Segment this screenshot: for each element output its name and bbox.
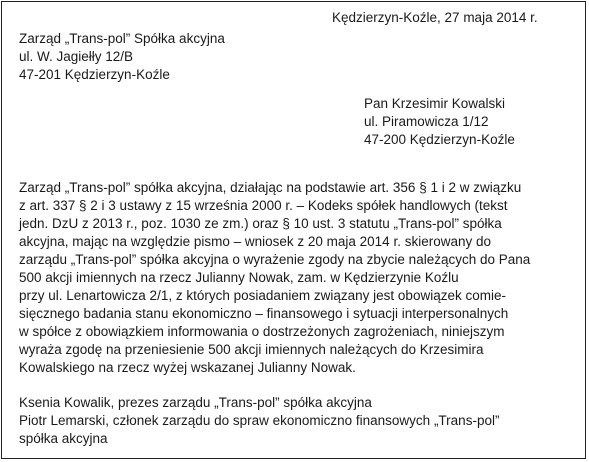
sender-address <box>19 30 225 84</box>
sender-name: Zarząd „Trans-pol” Spółka akcyjna <box>19 31 225 46</box>
letter-date: Kędzierzyn-Koźle, 27 maja 2014 r. <box>332 10 538 25</box>
body-line: Kowalskiego na rzecz wyżej wskazanej Julianny Nowak. <box>19 360 356 375</box>
recipient-address <box>364 95 515 149</box>
recipient-name: Pan Krzesimir Kowalski <box>364 96 506 111</box>
letter-body <box>19 179 530 377</box>
body-line: jedn. DzU z 2013 r., poz. 1030 ze zm.) oraz § 10 ust. 3 statutu „Trans-pol” spółka <box>19 216 502 231</box>
sender-city: 47-201 Kędzierzyn-Koźle <box>19 67 170 82</box>
body-line: Zarząd „Trans-pol” spółka akcyjna, działając na podstawie art. 356 § 1 i 2 w związku <box>19 180 522 195</box>
signature-board-member-continued: spółka akcyjna <box>19 431 108 446</box>
body-line: akcyjna, mając na względzie pismo – wniosek z 20 maja 2014 r. skierowany do <box>19 234 491 249</box>
body-line: z art. 337 § 2 i 3 ustawy z 15 września 2000 r. – Kodeks spółek handlowych (tekst <box>19 198 508 213</box>
body-line: zarządu „Trans-pol” spółka akcyjna o wyrażenie zgody na zbycie należących do Pana <box>19 252 531 267</box>
body-line: w spółce z obowiązkiem informowania o dostrzeżonych zagrożeniach, niniejszym <box>19 324 505 339</box>
body-line: 500 akcji imiennych na rzecz Julianny Nowak, zam. w Kędzierzynie Koźlu <box>19 270 459 285</box>
recipient-city: 47-200 Kędzierzyn-Koźle <box>364 132 515 147</box>
sender-street: ul. W. Jagiełły 12/B <box>19 49 134 64</box>
body-line: wyraża zgodę na przeniesienie 500 akcji imiennych należących do Krzesimira <box>19 342 484 357</box>
signature-president: Ksenia Kowalik, prezes zarządu „Trans-pol” spółka akcyjna <box>19 395 372 410</box>
body-line: sięcznego badania stanu ekonomiczno – finansowego i sytuacji interpersonalnych <box>19 306 509 321</box>
letter-document <box>1 1 586 459</box>
signature-board-member: Piotr Lemarski, członek zarządu do spraw ekonomiczno finansowych „Trans-pol” <box>19 413 500 428</box>
signatures <box>19 394 499 448</box>
body-line: przy ul. Lenartowicza 2/1, z których posiadaniem związany jest obowiązek comie- <box>19 288 506 303</box>
recipient-street: ul. Piramowicza 1/12 <box>364 114 489 129</box>
